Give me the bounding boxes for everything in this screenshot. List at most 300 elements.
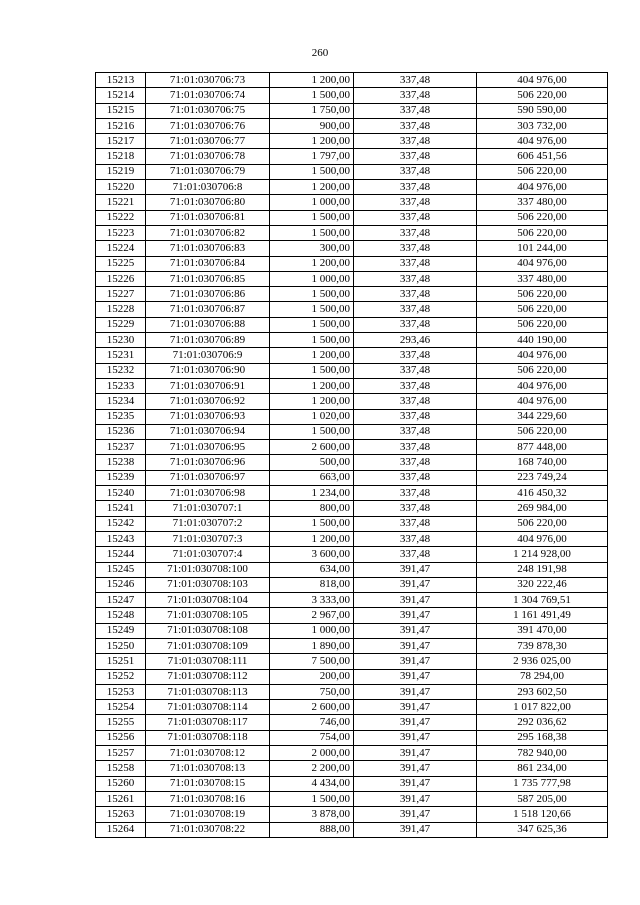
- cadastral-number-cell: 71:01:030706:96: [146, 455, 270, 470]
- table-row: [96, 409, 608, 424]
- row-number-cell: 15260: [96, 776, 146, 791]
- cadastral-number-cell: 71:01:030707:2: [146, 516, 270, 531]
- row-number-cell: 15227: [96, 287, 146, 302]
- specific-value-cell: 337,48: [354, 241, 477, 256]
- cadastral-value-cell: 292 036,62: [477, 715, 608, 730]
- specific-value-cell: 391,47: [354, 776, 477, 791]
- row-number-cell: 15254: [96, 700, 146, 715]
- row-number-cell: 15236: [96, 424, 146, 439]
- area-cell: 1 200,00: [270, 531, 354, 546]
- row-number-cell: 15238: [96, 455, 146, 470]
- cadastral-number-cell: 71:01:030706:84: [146, 256, 270, 271]
- table-row: [96, 225, 608, 240]
- cadastral-value-cell: 506 220,00: [477, 225, 608, 240]
- area-cell: 1 020,00: [270, 409, 354, 424]
- cadastral-value-cell: 877 448,00: [477, 440, 608, 455]
- table-row: [96, 761, 608, 776]
- table-row: [96, 317, 608, 332]
- area-cell: 754,00: [270, 730, 354, 745]
- area-cell: 634,00: [270, 562, 354, 577]
- row-number-cell: 15245: [96, 562, 146, 577]
- specific-value-cell: 391,47: [354, 638, 477, 653]
- table-row: [96, 486, 608, 501]
- row-number-cell: 15261: [96, 791, 146, 806]
- area-cell: 1 200,00: [270, 180, 354, 195]
- cadastral-number-cell: 71:01:030706:98: [146, 486, 270, 501]
- cadastral-number-cell: 71:01:030708:103: [146, 577, 270, 592]
- specific-value-cell: 337,48: [354, 531, 477, 546]
- cadastral-value-cell: 1 304 769,51: [477, 593, 608, 608]
- cadastral-number-cell: 71:01:030708:22: [146, 822, 270, 837]
- specific-value-cell: 391,47: [354, 791, 477, 806]
- cadastral-number-cell: 71:01:030706:95: [146, 440, 270, 455]
- cadastral-value-cell: 506 220,00: [477, 164, 608, 179]
- specific-value-cell: 337,48: [354, 302, 477, 317]
- table-row: [96, 776, 608, 791]
- cadastral-value-cell: 404 976,00: [477, 134, 608, 149]
- cadastral-number-cell: 71:01:030707:3: [146, 531, 270, 546]
- specific-value-cell: 337,48: [354, 348, 477, 363]
- cadastral-value-cell: 506 220,00: [477, 210, 608, 225]
- area-cell: 1 750,00: [270, 103, 354, 118]
- page-number: 260: [311, 47, 329, 59]
- row-number-cell: 15215: [96, 103, 146, 118]
- table-row: [96, 88, 608, 103]
- table-row: [96, 210, 608, 225]
- area-cell: 3 600,00: [270, 547, 354, 562]
- specific-value-cell: 391,47: [354, 807, 477, 822]
- cadastral-number-cell: 71:01:030706:93: [146, 409, 270, 424]
- area-cell: 1 000,00: [270, 271, 354, 286]
- cadastral-number-cell: 71:01:030706:88: [146, 317, 270, 332]
- cadastral-value-cell: 416 450,32: [477, 486, 608, 501]
- cadastral-number-cell: 71:01:030706:85: [146, 271, 270, 286]
- row-number-cell: 15214: [96, 88, 146, 103]
- cadastral-number-cell: 71:01:030707:4: [146, 547, 270, 562]
- row-number-cell: 15244: [96, 547, 146, 562]
- row-number-cell: 15258: [96, 761, 146, 776]
- table-row: [96, 593, 608, 608]
- specific-value-cell: 337,48: [354, 440, 477, 455]
- specific-value-cell: 337,48: [354, 164, 477, 179]
- cadastral-value-cell: 337 480,00: [477, 271, 608, 286]
- specific-value-cell: 337,48: [354, 287, 477, 302]
- cadastral-number-cell: 71:01:030706:75: [146, 103, 270, 118]
- area-cell: 750,00: [270, 684, 354, 699]
- row-number-cell: 15257: [96, 746, 146, 761]
- row-number-cell: 15240: [96, 486, 146, 501]
- table-row: [96, 394, 608, 409]
- cadastral-number-cell: 71:01:030708:100: [146, 562, 270, 577]
- row-number-cell: 15229: [96, 317, 146, 332]
- cadastral-number-cell: 71:01:030706:8: [146, 180, 270, 195]
- row-number-cell: 15253: [96, 684, 146, 699]
- table-row: [96, 562, 608, 577]
- row-number-cell: 15263: [96, 807, 146, 822]
- area-cell: 1 000,00: [270, 195, 354, 210]
- area-cell: 3 878,00: [270, 807, 354, 822]
- specific-value-cell: 391,47: [354, 669, 477, 684]
- cadastral-number-cell: 71:01:030708:104: [146, 593, 270, 608]
- table-row: [96, 715, 608, 730]
- cadastral-value-cell: 78 294,00: [477, 669, 608, 684]
- row-number-cell: 15250: [96, 638, 146, 653]
- cadastral-number-cell: 71:01:030708:117: [146, 715, 270, 730]
- area-cell: 7 500,00: [270, 654, 354, 669]
- specific-value-cell: 337,48: [354, 103, 477, 118]
- cadastral-value-cell: 391 470,00: [477, 623, 608, 638]
- cadastral-value-cell: 506 220,00: [477, 88, 608, 103]
- table-row: [96, 516, 608, 531]
- area-cell: 900,00: [270, 118, 354, 133]
- table-row: [96, 103, 608, 118]
- specific-value-cell: 337,48: [354, 409, 477, 424]
- row-number-cell: 15249: [96, 623, 146, 638]
- table-row: [96, 501, 608, 516]
- specific-value-cell: 337,48: [354, 210, 477, 225]
- area-cell: 1 500,00: [270, 516, 354, 531]
- row-number-cell: 15237: [96, 440, 146, 455]
- area-cell: 2 200,00: [270, 761, 354, 776]
- table-row: [96, 134, 608, 149]
- cadastral-number-cell: 71:01:030708:113: [146, 684, 270, 699]
- cadastral-number-cell: 71:01:030706:91: [146, 378, 270, 393]
- area-cell: 1 000,00: [270, 623, 354, 638]
- cadastral-number-cell: 71:01:030706:76: [146, 118, 270, 133]
- table-row: [96, 700, 608, 715]
- cadastral-value-cell: 1 735 777,98: [477, 776, 608, 791]
- cadastral-number-cell: 71:01:030708:13: [146, 761, 270, 776]
- specific-value-cell: 337,48: [354, 118, 477, 133]
- table-row: [96, 807, 608, 822]
- cadastral-number-cell: 71:01:030706:90: [146, 363, 270, 378]
- row-number-cell: 15222: [96, 210, 146, 225]
- row-number-cell: 15264: [96, 822, 146, 837]
- cadastral-value-cell: 248 191,98: [477, 562, 608, 577]
- row-number-cell: 15239: [96, 470, 146, 485]
- row-number-cell: 15219: [96, 164, 146, 179]
- area-cell: 1 200,00: [270, 394, 354, 409]
- specific-value-cell: 337,48: [354, 180, 477, 195]
- cadastral-number-cell: 71:01:030706:86: [146, 287, 270, 302]
- cadastral-value-cell: 1 017 822,00: [477, 700, 608, 715]
- specific-value-cell: 337,48: [354, 225, 477, 240]
- cadastral-number-cell: 71:01:030706:83: [146, 241, 270, 256]
- row-number-cell: 15213: [96, 73, 146, 88]
- cadastral-value-cell: 506 220,00: [477, 363, 608, 378]
- area-cell: 500,00: [270, 455, 354, 470]
- specific-value-cell: 391,47: [354, 562, 477, 577]
- table-row: [96, 822, 608, 837]
- specific-value-cell: 337,48: [354, 486, 477, 501]
- cadastral-value-cell: 404 976,00: [477, 180, 608, 195]
- area-cell: 1 500,00: [270, 210, 354, 225]
- area-cell: 1 500,00: [270, 287, 354, 302]
- area-cell: 2 000,00: [270, 746, 354, 761]
- registry-table-body: [96, 73, 608, 838]
- cadastral-number-cell: 71:01:030706:89: [146, 333, 270, 348]
- cadastral-value-cell: 168 740,00: [477, 455, 608, 470]
- row-number-cell: 15217: [96, 134, 146, 149]
- cadastral-number-cell: 71:01:030708:16: [146, 791, 270, 806]
- specific-value-cell: 391,47: [354, 822, 477, 837]
- row-number-cell: 15242: [96, 516, 146, 531]
- cadastral-number-cell: 71:01:030708:112: [146, 669, 270, 684]
- cadastral-number-cell: 71:01:030706:79: [146, 164, 270, 179]
- cadastral-value-cell: 320 222,46: [477, 577, 608, 592]
- table-row: [96, 180, 608, 195]
- row-number-cell: 15252: [96, 669, 146, 684]
- row-number-cell: 15234: [96, 394, 146, 409]
- cadastral-value-cell: 506 220,00: [477, 302, 608, 317]
- cadastral-value-cell: 404 976,00: [477, 531, 608, 546]
- specific-value-cell: 337,48: [354, 455, 477, 470]
- cadastral-value-cell: 2 936 025,00: [477, 654, 608, 669]
- specific-value-cell: 391,47: [354, 715, 477, 730]
- table-row: [96, 730, 608, 745]
- specific-value-cell: 337,48: [354, 195, 477, 210]
- specific-value-cell: 391,47: [354, 593, 477, 608]
- table-row: [96, 73, 608, 88]
- specific-value-cell: 337,48: [354, 516, 477, 531]
- specific-value-cell: 337,48: [354, 394, 477, 409]
- cadastral-value-cell: 101 244,00: [477, 241, 608, 256]
- cadastral-number-cell: 71:01:030706:92: [146, 394, 270, 409]
- area-cell: 2 600,00: [270, 700, 354, 715]
- row-number-cell: 15228: [96, 302, 146, 317]
- table-row: [96, 654, 608, 669]
- cadastral-value-cell: 404 976,00: [477, 348, 608, 363]
- row-number-cell: 15256: [96, 730, 146, 745]
- cadastral-number-cell: 71:01:030706:81: [146, 210, 270, 225]
- cadastral-number-cell: 71:01:030708:19: [146, 807, 270, 822]
- specific-value-cell: 391,47: [354, 730, 477, 745]
- area-cell: 1 500,00: [270, 317, 354, 332]
- cadastral-value-cell: 590 590,00: [477, 103, 608, 118]
- cadastral-value-cell: 506 220,00: [477, 317, 608, 332]
- cadastral-number-cell: 71:01:030706:74: [146, 88, 270, 103]
- cadastral-number-cell: 71:01:030708:118: [146, 730, 270, 745]
- table-row: [96, 424, 608, 439]
- cadastral-number-cell: 71:01:030708:12: [146, 746, 270, 761]
- specific-value-cell: 391,47: [354, 608, 477, 623]
- table-row: [96, 271, 608, 286]
- specific-value-cell: 391,47: [354, 700, 477, 715]
- area-cell: 1 234,00: [270, 486, 354, 501]
- cadastral-value-cell: 404 976,00: [477, 378, 608, 393]
- cadastral-number-cell: 71:01:030708:105: [146, 608, 270, 623]
- row-number-cell: 15231: [96, 348, 146, 363]
- cadastral-number-cell: 71:01:030706:82: [146, 225, 270, 240]
- area-cell: 746,00: [270, 715, 354, 730]
- land-registry-table: [95, 72, 608, 838]
- specific-value-cell: 337,48: [354, 424, 477, 439]
- area-cell: 1 200,00: [270, 348, 354, 363]
- cadastral-number-cell: 71:01:030706:87: [146, 302, 270, 317]
- table-row: [96, 623, 608, 638]
- specific-value-cell: 337,48: [354, 73, 477, 88]
- table-row: [96, 287, 608, 302]
- row-number-cell: 15230: [96, 333, 146, 348]
- row-number-cell: 15221: [96, 195, 146, 210]
- area-cell: 1 200,00: [270, 134, 354, 149]
- specific-value-cell: 337,48: [354, 256, 477, 271]
- row-number-cell: 15243: [96, 531, 146, 546]
- area-cell: 4 434,00: [270, 776, 354, 791]
- cadastral-value-cell: 440 190,00: [477, 333, 608, 348]
- cadastral-value-cell: 506 220,00: [477, 424, 608, 439]
- cadastral-value-cell: 506 220,00: [477, 516, 608, 531]
- specific-value-cell: 337,48: [354, 317, 477, 332]
- row-number-cell: 15255: [96, 715, 146, 730]
- table-row: [96, 791, 608, 806]
- specific-value-cell: 391,47: [354, 577, 477, 592]
- row-number-cell: 15232: [96, 363, 146, 378]
- cadastral-number-cell: 71:01:030706:80: [146, 195, 270, 210]
- cadastral-value-cell: 303 732,00: [477, 118, 608, 133]
- row-number-cell: 15241: [96, 501, 146, 516]
- cadastral-value-cell: 1 161 491,49: [477, 608, 608, 623]
- cadastral-number-cell: 71:01:030706:77: [146, 134, 270, 149]
- area-cell: 663,00: [270, 470, 354, 485]
- cadastral-value-cell: 739 878,30: [477, 638, 608, 653]
- row-number-cell: 15247: [96, 593, 146, 608]
- table-row: [96, 684, 608, 699]
- specific-value-cell: 337,48: [354, 470, 477, 485]
- area-cell: 1 200,00: [270, 378, 354, 393]
- cadastral-number-cell: 71:01:030708:109: [146, 638, 270, 653]
- table-row: [96, 577, 608, 592]
- area-cell: 1 500,00: [270, 424, 354, 439]
- area-cell: 2 967,00: [270, 608, 354, 623]
- cadastral-value-cell: 1 214 928,00: [477, 547, 608, 562]
- cadastral-value-cell: 506 220,00: [477, 287, 608, 302]
- cadastral-number-cell: 71:01:030706:9: [146, 348, 270, 363]
- cadastral-number-cell: 71:01:030706:94: [146, 424, 270, 439]
- row-number-cell: 15233: [96, 378, 146, 393]
- specific-value-cell: 337,48: [354, 547, 477, 562]
- cadastral-value-cell: 344 229,60: [477, 409, 608, 424]
- table-row: [96, 302, 608, 317]
- table-row: [96, 348, 608, 363]
- cadastral-value-cell: 587 205,00: [477, 791, 608, 806]
- specific-value-cell: 337,48: [354, 363, 477, 378]
- cadastral-number-cell: 71:01:030708:111: [146, 654, 270, 669]
- row-number-cell: 15248: [96, 608, 146, 623]
- table-row: [96, 455, 608, 470]
- cadastral-number-cell: 71:01:030707:1: [146, 501, 270, 516]
- row-number-cell: 15225: [96, 256, 146, 271]
- cadastral-value-cell: 782 940,00: [477, 746, 608, 761]
- table-row: [96, 547, 608, 562]
- area-cell: 818,00: [270, 577, 354, 592]
- area-cell: 3 333,00: [270, 593, 354, 608]
- area-cell: 800,00: [270, 501, 354, 516]
- specific-value-cell: 337,48: [354, 149, 477, 164]
- row-number-cell: 15220: [96, 180, 146, 195]
- table-row: [96, 164, 608, 179]
- specific-value-cell: 391,47: [354, 684, 477, 699]
- area-cell: 1 500,00: [270, 88, 354, 103]
- cadastral-value-cell: 269 984,00: [477, 501, 608, 516]
- table-row: [96, 195, 608, 210]
- table-row: [96, 118, 608, 133]
- cadastral-value-cell: 1 518 120,66: [477, 807, 608, 822]
- area-cell: 1 200,00: [270, 256, 354, 271]
- table-row: [96, 470, 608, 485]
- row-number-cell: 15224: [96, 241, 146, 256]
- area-cell: 1 500,00: [270, 302, 354, 317]
- cadastral-value-cell: 295 168,38: [477, 730, 608, 745]
- area-cell: 1 890,00: [270, 638, 354, 653]
- area-cell: 1 500,00: [270, 363, 354, 378]
- table-row: [96, 333, 608, 348]
- cadastral-value-cell: 404 976,00: [477, 256, 608, 271]
- specific-value-cell: 391,47: [354, 746, 477, 761]
- specific-value-cell: 337,48: [354, 378, 477, 393]
- row-number-cell: 15251: [96, 654, 146, 669]
- table-row: [96, 440, 608, 455]
- row-number-cell: 15246: [96, 577, 146, 592]
- table-row: [96, 531, 608, 546]
- specific-value-cell: 391,47: [354, 761, 477, 776]
- table-row: [96, 256, 608, 271]
- specific-value-cell: 391,47: [354, 654, 477, 669]
- cadastral-number-cell: 71:01:030706:97: [146, 470, 270, 485]
- table-row: [96, 241, 608, 256]
- table-row: [96, 608, 608, 623]
- specific-value-cell: 293,46: [354, 333, 477, 348]
- cadastral-number-cell: 71:01:030706:73: [146, 73, 270, 88]
- table-row: [96, 746, 608, 761]
- cadastral-value-cell: 337 480,00: [477, 195, 608, 210]
- area-cell: 1 200,00: [270, 73, 354, 88]
- specific-value-cell: 337,48: [354, 134, 477, 149]
- cadastral-value-cell: 404 976,00: [477, 394, 608, 409]
- specific-value-cell: 337,48: [354, 271, 477, 286]
- cadastral-number-cell: 71:01:030706:78: [146, 149, 270, 164]
- cadastral-number-cell: 71:01:030708:114: [146, 700, 270, 715]
- cadastral-number-cell: 71:01:030708:15: [146, 776, 270, 791]
- table-row: [96, 149, 608, 164]
- area-cell: 1 500,00: [270, 164, 354, 179]
- area-cell: 1 500,00: [270, 225, 354, 240]
- row-number-cell: 15216: [96, 118, 146, 133]
- area-cell: 1 500,00: [270, 791, 354, 806]
- cadastral-value-cell: 293 602,50: [477, 684, 608, 699]
- cadastral-value-cell: 861 234,00: [477, 761, 608, 776]
- table-row: [96, 363, 608, 378]
- area-cell: 1 500,00: [270, 333, 354, 348]
- row-number-cell: 15223: [96, 225, 146, 240]
- cadastral-value-cell: 223 749,24: [477, 470, 608, 485]
- row-number-cell: 15218: [96, 149, 146, 164]
- area-cell: 200,00: [270, 669, 354, 684]
- cadastral-value-cell: 404 976,00: [477, 73, 608, 88]
- specific-value-cell: 391,47: [354, 623, 477, 638]
- area-cell: 888,00: [270, 822, 354, 837]
- area-cell: 2 600,00: [270, 440, 354, 455]
- cadastral-value-cell: 606 451,56: [477, 149, 608, 164]
- specific-value-cell: 337,48: [354, 501, 477, 516]
- cadastral-number-cell: 71:01:030708:108: [146, 623, 270, 638]
- area-cell: 1 797,00: [270, 149, 354, 164]
- row-number-cell: 15235: [96, 409, 146, 424]
- area-cell: 300,00: [270, 241, 354, 256]
- specific-value-cell: 337,48: [354, 88, 477, 103]
- table-row: [96, 638, 608, 653]
- table-row: [96, 669, 608, 684]
